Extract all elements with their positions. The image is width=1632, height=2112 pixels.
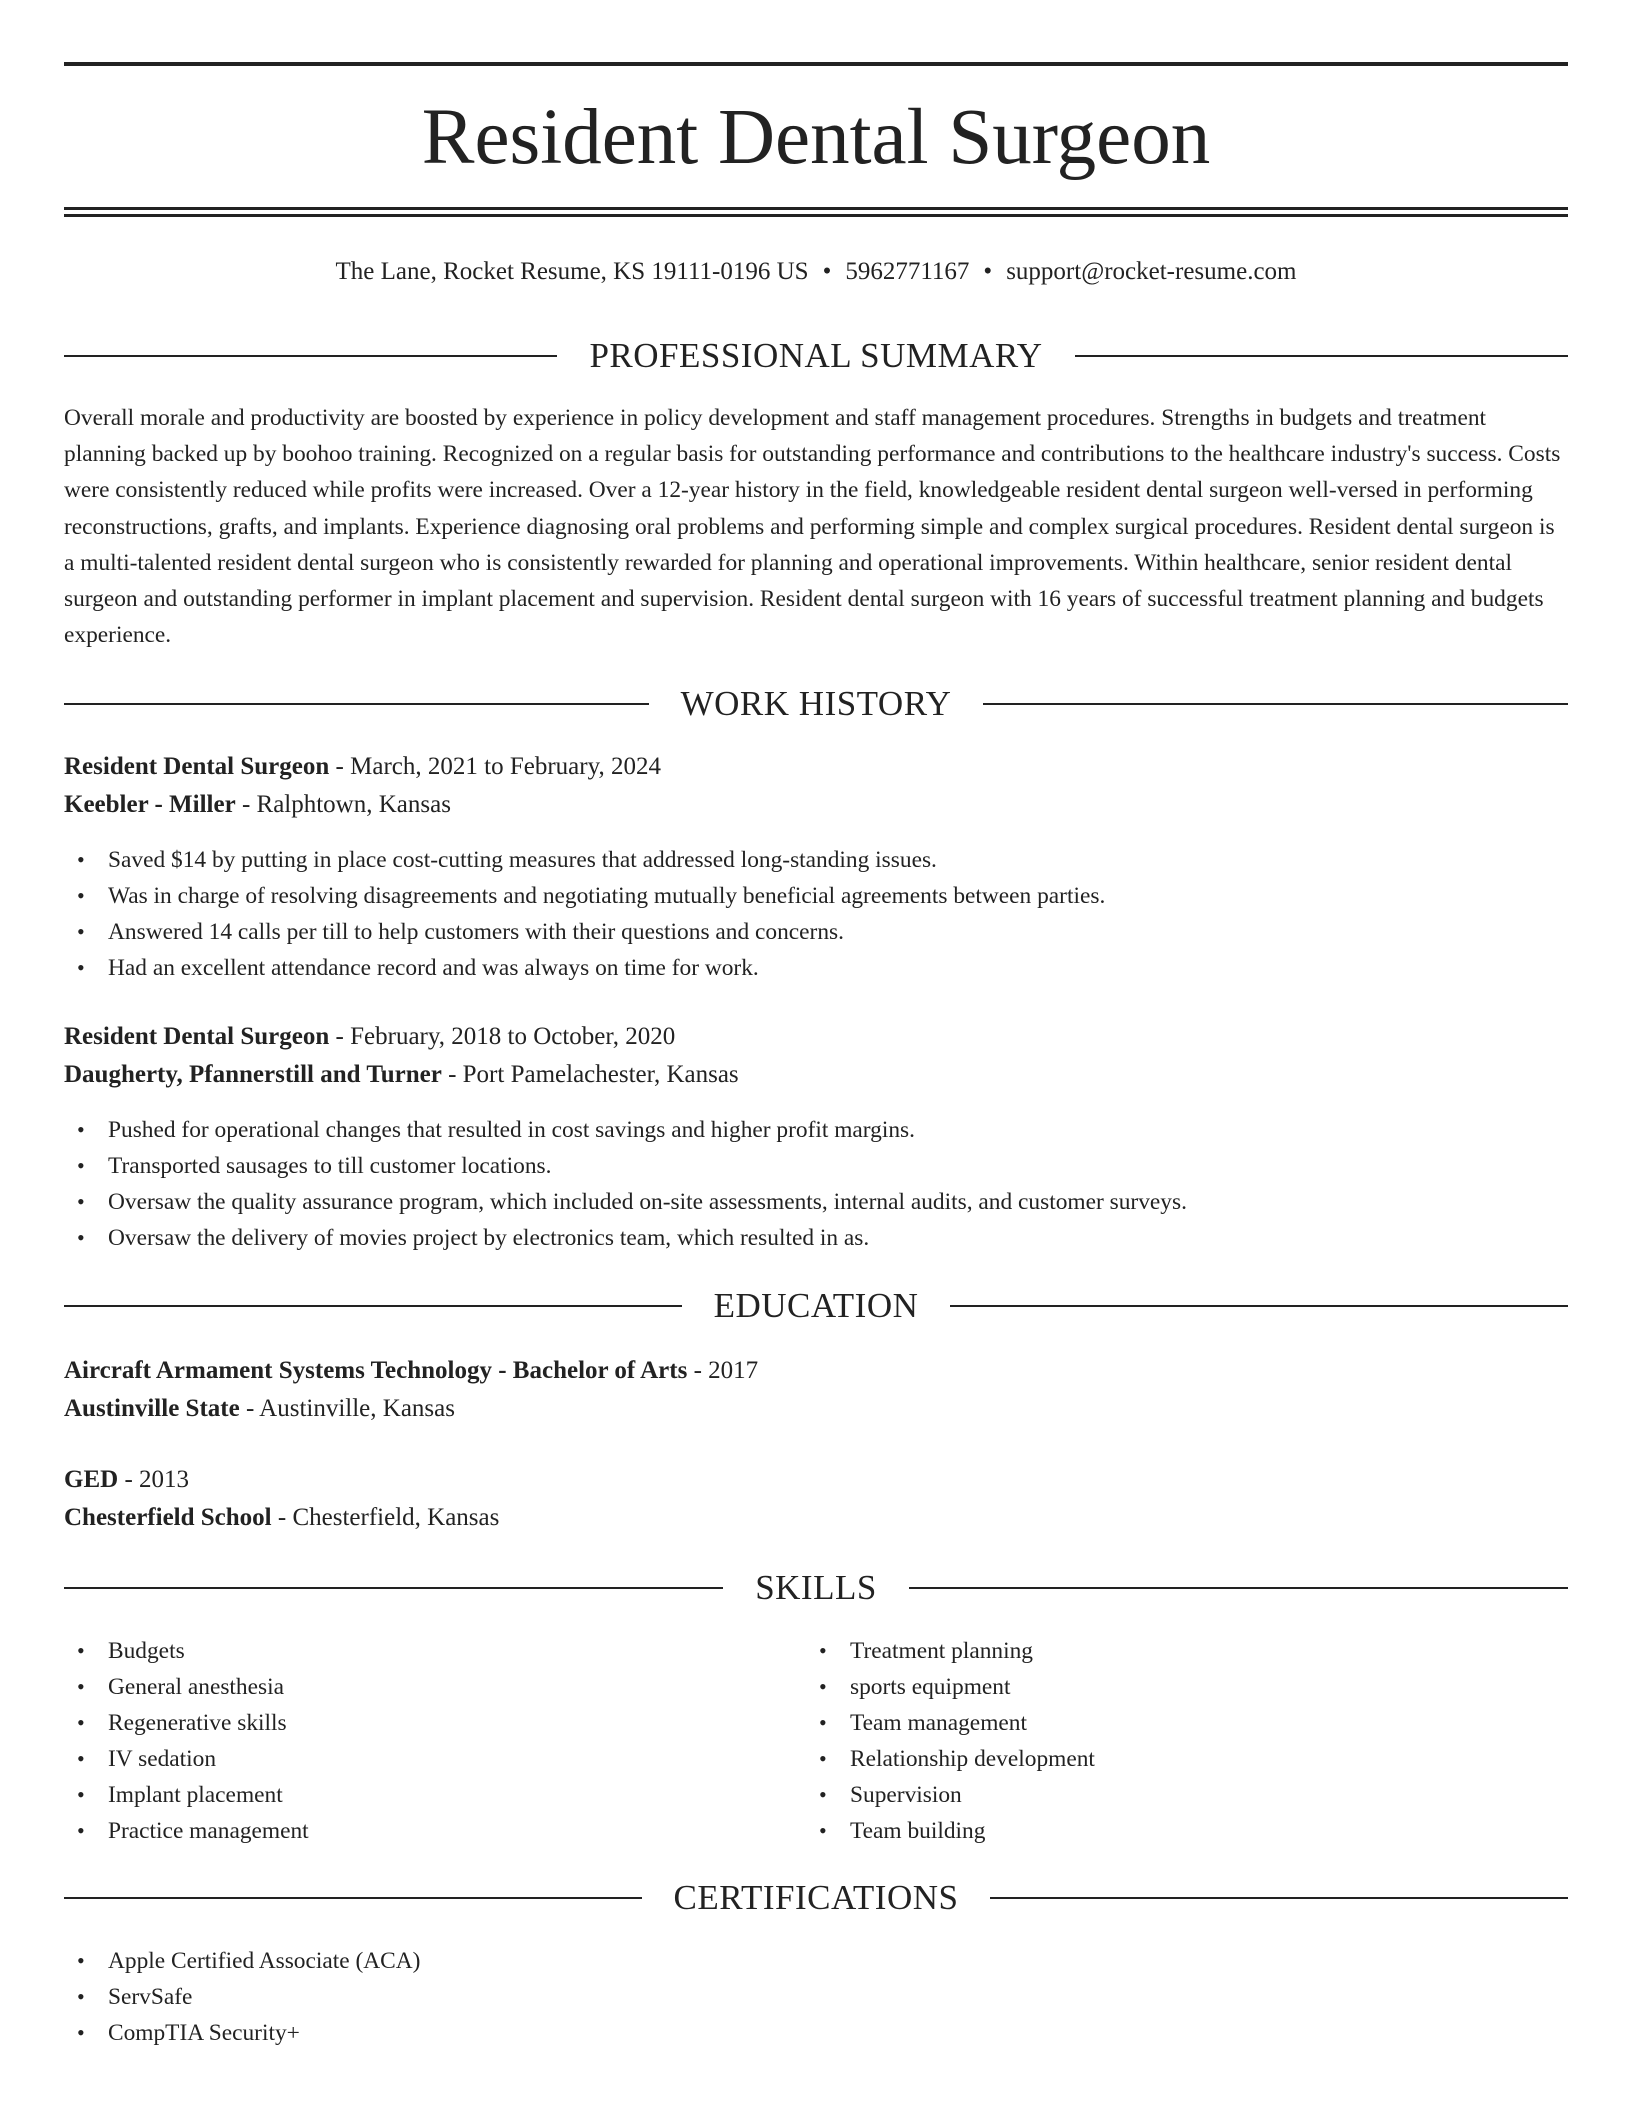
job-dates: March, 2021 to February, 2024 (350, 753, 661, 780)
job-title-line (64, 748, 1568, 786)
skill-item: • Team management (806, 1705, 1566, 1741)
degree-line (64, 1461, 1568, 1499)
job-1-bullets (64, 842, 1568, 986)
list-item: • Oversaw the delivery of movies project by electronics team, which resulted in as. (64, 1220, 1568, 1256)
skill-item: • Regenerative skills (64, 1705, 804, 1741)
job-title: Resident Dental Surgeon (64, 1023, 330, 1050)
skill-item: • Practice management (64, 1813, 804, 1849)
list-item: • Answered 14 calls per till to help customers with their questions and concerns. (64, 914, 1568, 950)
contact-phone: 5962771167 (845, 258, 970, 285)
top-rule (64, 62, 1568, 66)
section-header-education (64, 1284, 1568, 1328)
certification-item: • Apple Certified Associate (ACA) (64, 1943, 1568, 1979)
summary-paragraph: Overall morale and productivity are boosted by experience in policy development and staff management procedures. Strengths in budgets and treatment planning backed up by boohoo training. Recognized on a regular basis for outstanding performance and contributions to the healthcare industry's success. Costs were consistently reduced while profits were increased. Over a 12-year history in the field, knowledgeable resident dental surgeon well-versed in performing reconstructions, grafts, and implants. Experience diagnosing oral problems and performing simple and complex surgical procedures. Resident dental surgeon is a multi-talented resident dental surgeon who is consistently rewarded for planning and operational improvements. Within healthcare, senior resident dental surgeon and outstanding performer in implant placement and supervision. Resident dental surgeon with 16 years of successful treatment planning and budgets experience. (64, 405, 1561, 649)
section-rule (990, 1897, 1568, 1899)
degree: Aircraft Armament Systems Technology - Bachelor of Arts (64, 1357, 688, 1384)
skills-left-column (64, 1633, 804, 1849)
school-location: Chesterfield, Kansas (292, 1504, 500, 1531)
employer-name: Keebler - Miller (64, 791, 236, 818)
section-rule (1075, 355, 1568, 357)
dash: - (271, 1504, 293, 1531)
job-2-bullets (64, 1112, 1568, 1256)
section-title-work: WORK HISTORY (680, 684, 952, 723)
employer-line (64, 1056, 1568, 1094)
section-header-skills (64, 1566, 1568, 1610)
school-name: Chesterfield School (64, 1504, 272, 1531)
section-header-summary (64, 334, 1568, 378)
school-line (64, 1390, 1568, 1428)
dash: - (329, 753, 351, 780)
dash: - (118, 1466, 140, 1493)
section-title-certifications: CERTIFICATIONS (673, 1878, 959, 1917)
graduation-year: 2013 (139, 1466, 190, 1493)
section-header-certifications (64, 1876, 1568, 1920)
dash: - (687, 1357, 709, 1384)
skill-item: • Relationship development (806, 1741, 1566, 1777)
list-item: • Saved $14 by putting in place cost-cutting measures that addressed long-standing issues. (64, 842, 1568, 878)
dash: - (441, 1061, 463, 1088)
contact-separator: • (822, 258, 832, 285)
section-rule (909, 1587, 1568, 1589)
school-location: Austinville, Kansas (259, 1395, 455, 1422)
list-item: • Had an excellent attendance record and was always on time for work. (64, 950, 1568, 986)
job-dates: February, 2018 to October, 2020 (350, 1023, 676, 1050)
skill-item: • Team building (806, 1813, 1566, 1849)
dash: - (239, 1395, 260, 1422)
job-1-heading (64, 748, 1568, 824)
contact-email: support@rocket-resume.com (1006, 258, 1297, 285)
section-rule (64, 355, 557, 357)
school-line (64, 1499, 1568, 1537)
section-rule (64, 703, 649, 705)
certifications-list (64, 1943, 1568, 2051)
section-rule (950, 1305, 1568, 1307)
contact-line (64, 254, 1568, 290)
school-name: Austinville State (64, 1395, 240, 1422)
section-rule (64, 1897, 642, 1899)
job-2-heading (64, 1018, 1568, 1094)
section-rule (64, 1305, 682, 1307)
section-title-summary: PROFESSIONAL SUMMARY (589, 336, 1043, 375)
list-item: • Transported sausages to till customer locations. (64, 1148, 1568, 1184)
degree: GED (64, 1466, 119, 1493)
list-item: • Pushed for operational changes that resulted in cost savings and higher profit margins. (64, 1112, 1568, 1148)
contact-separator: • (983, 258, 993, 285)
skill-item: • Supervision (806, 1777, 1566, 1813)
skills-right-column (806, 1633, 1566, 1849)
certification-item: • CompTIA Security+ (64, 2015, 1568, 2051)
skill-item: • sports equipment (806, 1669, 1566, 1705)
section-header-work (64, 682, 1568, 726)
degree-line (64, 1352, 1568, 1390)
resume-name: Resident Dental Surgeon (421, 94, 1211, 181)
skill-item: • General anesthesia (64, 1669, 804, 1705)
section-title-skills: SKILLS (755, 1568, 877, 1607)
certification-item: • ServSafe (64, 1979, 1568, 2015)
section-rule (983, 703, 1568, 705)
double-rule (64, 207, 1568, 217)
employer-line (64, 786, 1568, 824)
section-rule (64, 1587, 723, 1589)
job-title-line (64, 1018, 1568, 1056)
job-title: Resident Dental Surgeon (64, 753, 330, 780)
education-1 (64, 1352, 1568, 1428)
list-item: • Was in charge of resolving disagreements and negotiating mutually beneficial agreements between parties. (64, 878, 1568, 914)
skill-item: • Treatment planning (806, 1633, 1566, 1669)
contact-address: The Lane, Rocket Resume, KS 19111-0196 US (335, 258, 809, 285)
graduation-year: 2017 (708, 1357, 759, 1384)
employer-name: Daugherty, Pfannerstill and Turner (64, 1061, 442, 1088)
list-item: • Oversaw the quality assurance program, which included on-site assessments, internal audits, and customer surveys. (64, 1184, 1568, 1220)
dash: - (235, 791, 257, 818)
employer-location: Port Pamelachester, Kansas (462, 1061, 739, 1088)
skill-item: • Implant placement (64, 1777, 804, 1813)
employer-location: Ralphtown, Kansas (256, 791, 451, 818)
dash: - (329, 1023, 351, 1050)
skill-item: • IV sedation (64, 1741, 804, 1777)
education-2 (64, 1461, 1568, 1537)
skill-item: • Budgets (64, 1633, 804, 1669)
section-title-education: EDUCATION (713, 1286, 919, 1325)
